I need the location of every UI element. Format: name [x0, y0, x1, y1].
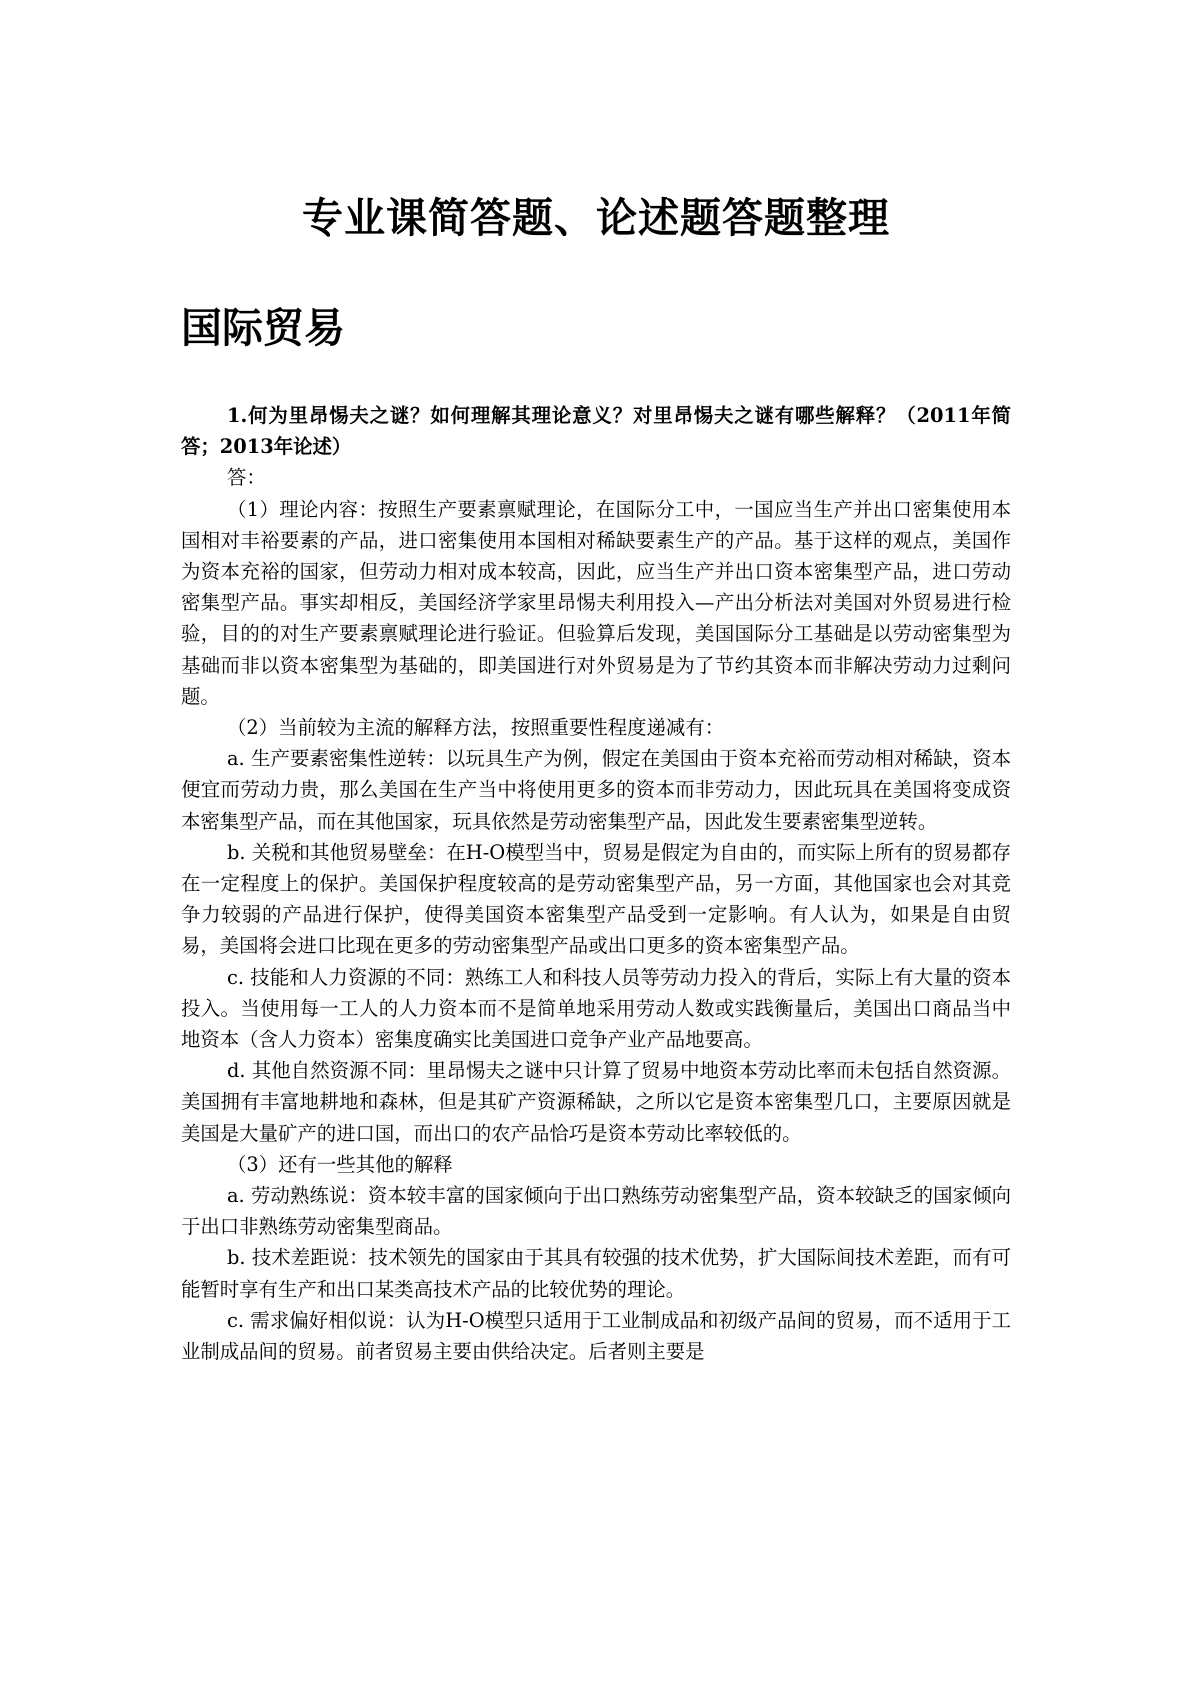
paragraph-natural-resources: d. 其他自然资源不同：里昂惕夫之谜中只计算了贸易中地资本劳动比率而未包括自然资源。美国拥有丰富地耕地和森林，但是其矿产资源稀缺，之所以它是资本密集型几口，主要原因就是美国是大量矿产的进口国，而出口的农产品恰巧是资本劳动比率较低的。	[181, 1059, 1011, 1145]
paragraph-factor-reversal: a. 生产要素密集性逆转：以玩具生产为例，假定在美国由于资本充裕而劳动相对稀缺，资本便宜而劳动力贵，那么美国在生产当中将使用更多的资本而非劳动力，因此玩具在美国将变成资本密集型产品，而在其他国家，玩具依然是劳动密集型产品，因此发生要素密集型逆转。	[181, 747, 1011, 833]
document-body	[181, 400, 1011, 1367]
paragraph-technology-gap: b. 技术差距说：技术领先的国家由于其具有较强的技术优势，扩大国际间技术差距，而有可能暂时享有生产和出口某类高技术产品的比较优势的理论。	[181, 1246, 1011, 1301]
paragraph-theory: （1）理论内容：按照生产要素禀赋理论，在国际分工中，一国应当生产并出口密集使用本国相对丰裕要素的产品，进口密集使用本国相对稀缺要素生产的产品。基于这样的观点，美国作为资本充裕的国家，但劳动力相对成本较高，因此，应当生产并出口资本密集型产品，进口劳动密集型产品。事实却相反，美国经济学家里昂惕夫利用投入—产出分析法对美国对外贸易进行检验，目的的对生产要素禀赋理论进行验证。但验算后发现，美国国际分工基础是以劳动密集型为基础而非以资本密集型为基础的，即美国进行对外贸易是为了节约其资本而非解决劳动力过剩问题。	[181, 497, 1011, 708]
question-heading: 1.何为里昂惕夫之谜？如何理解其理论意义？对里昂惕夫之谜有哪些解释？（2011年简答；2013年论述）	[181, 404, 1011, 459]
document-title: 专业课简答题、论述题答题整理	[302, 194, 890, 242]
paragraph-mainstream-intro: （2）当前较为主流的解释方法，按照重要性程度递减有：	[227, 716, 725, 740]
paragraph-human-capital: c. 技能和人力资源的不同：熟练工人和科技人员等劳动力投入的背后，实际上有大量的资本投入。当使用每一工人的人力资本而不是简单地采用劳动人数或实践衡量后，美国出口商品当中地资本（含人力资本）密集度确实比美国进口竞争产业产品地要高。	[181, 965, 1011, 1052]
paragraph-skilled-labor: a. 劳动熟练说：资本较丰富的国家倾向于出口熟练劳动密集型产品，资本较缺乏的国家倾向于出口非熟练劳动密集型商品。	[181, 1184, 1011, 1239]
paragraph-demand-similarity: c. 需求偏好相似说：认为H-O模型只适用于工业制成品和初级产品间的贸易，而不适用于工业制成品间的贸易。前者贸易主要由供给决定。后者则主要是	[181, 1308, 1011, 1364]
answer-label: 答：	[227, 466, 266, 490]
section-title: 国际贸易	[181, 304, 345, 352]
paragraph-other-intro: （3）还有一些其他的解释	[227, 1152, 453, 1176]
paragraph-tariffs: b. 关税和其他贸易壁垒：在H-O模型当中，贸易是假定为自由的，而实际上所有的贸易都存在一定程度上的保护。美国保护程度较高的是劳动密集型产品，另一方面，其他国家也会对其竞争力较弱的产品进行保护，使得美国资本密集型产品受到一定影响。有人认为，如果是自由贸易，美国将会进口比现在更多的劳动密集型产品或出口更多的资本密集型产品。	[181, 840, 1011, 958]
